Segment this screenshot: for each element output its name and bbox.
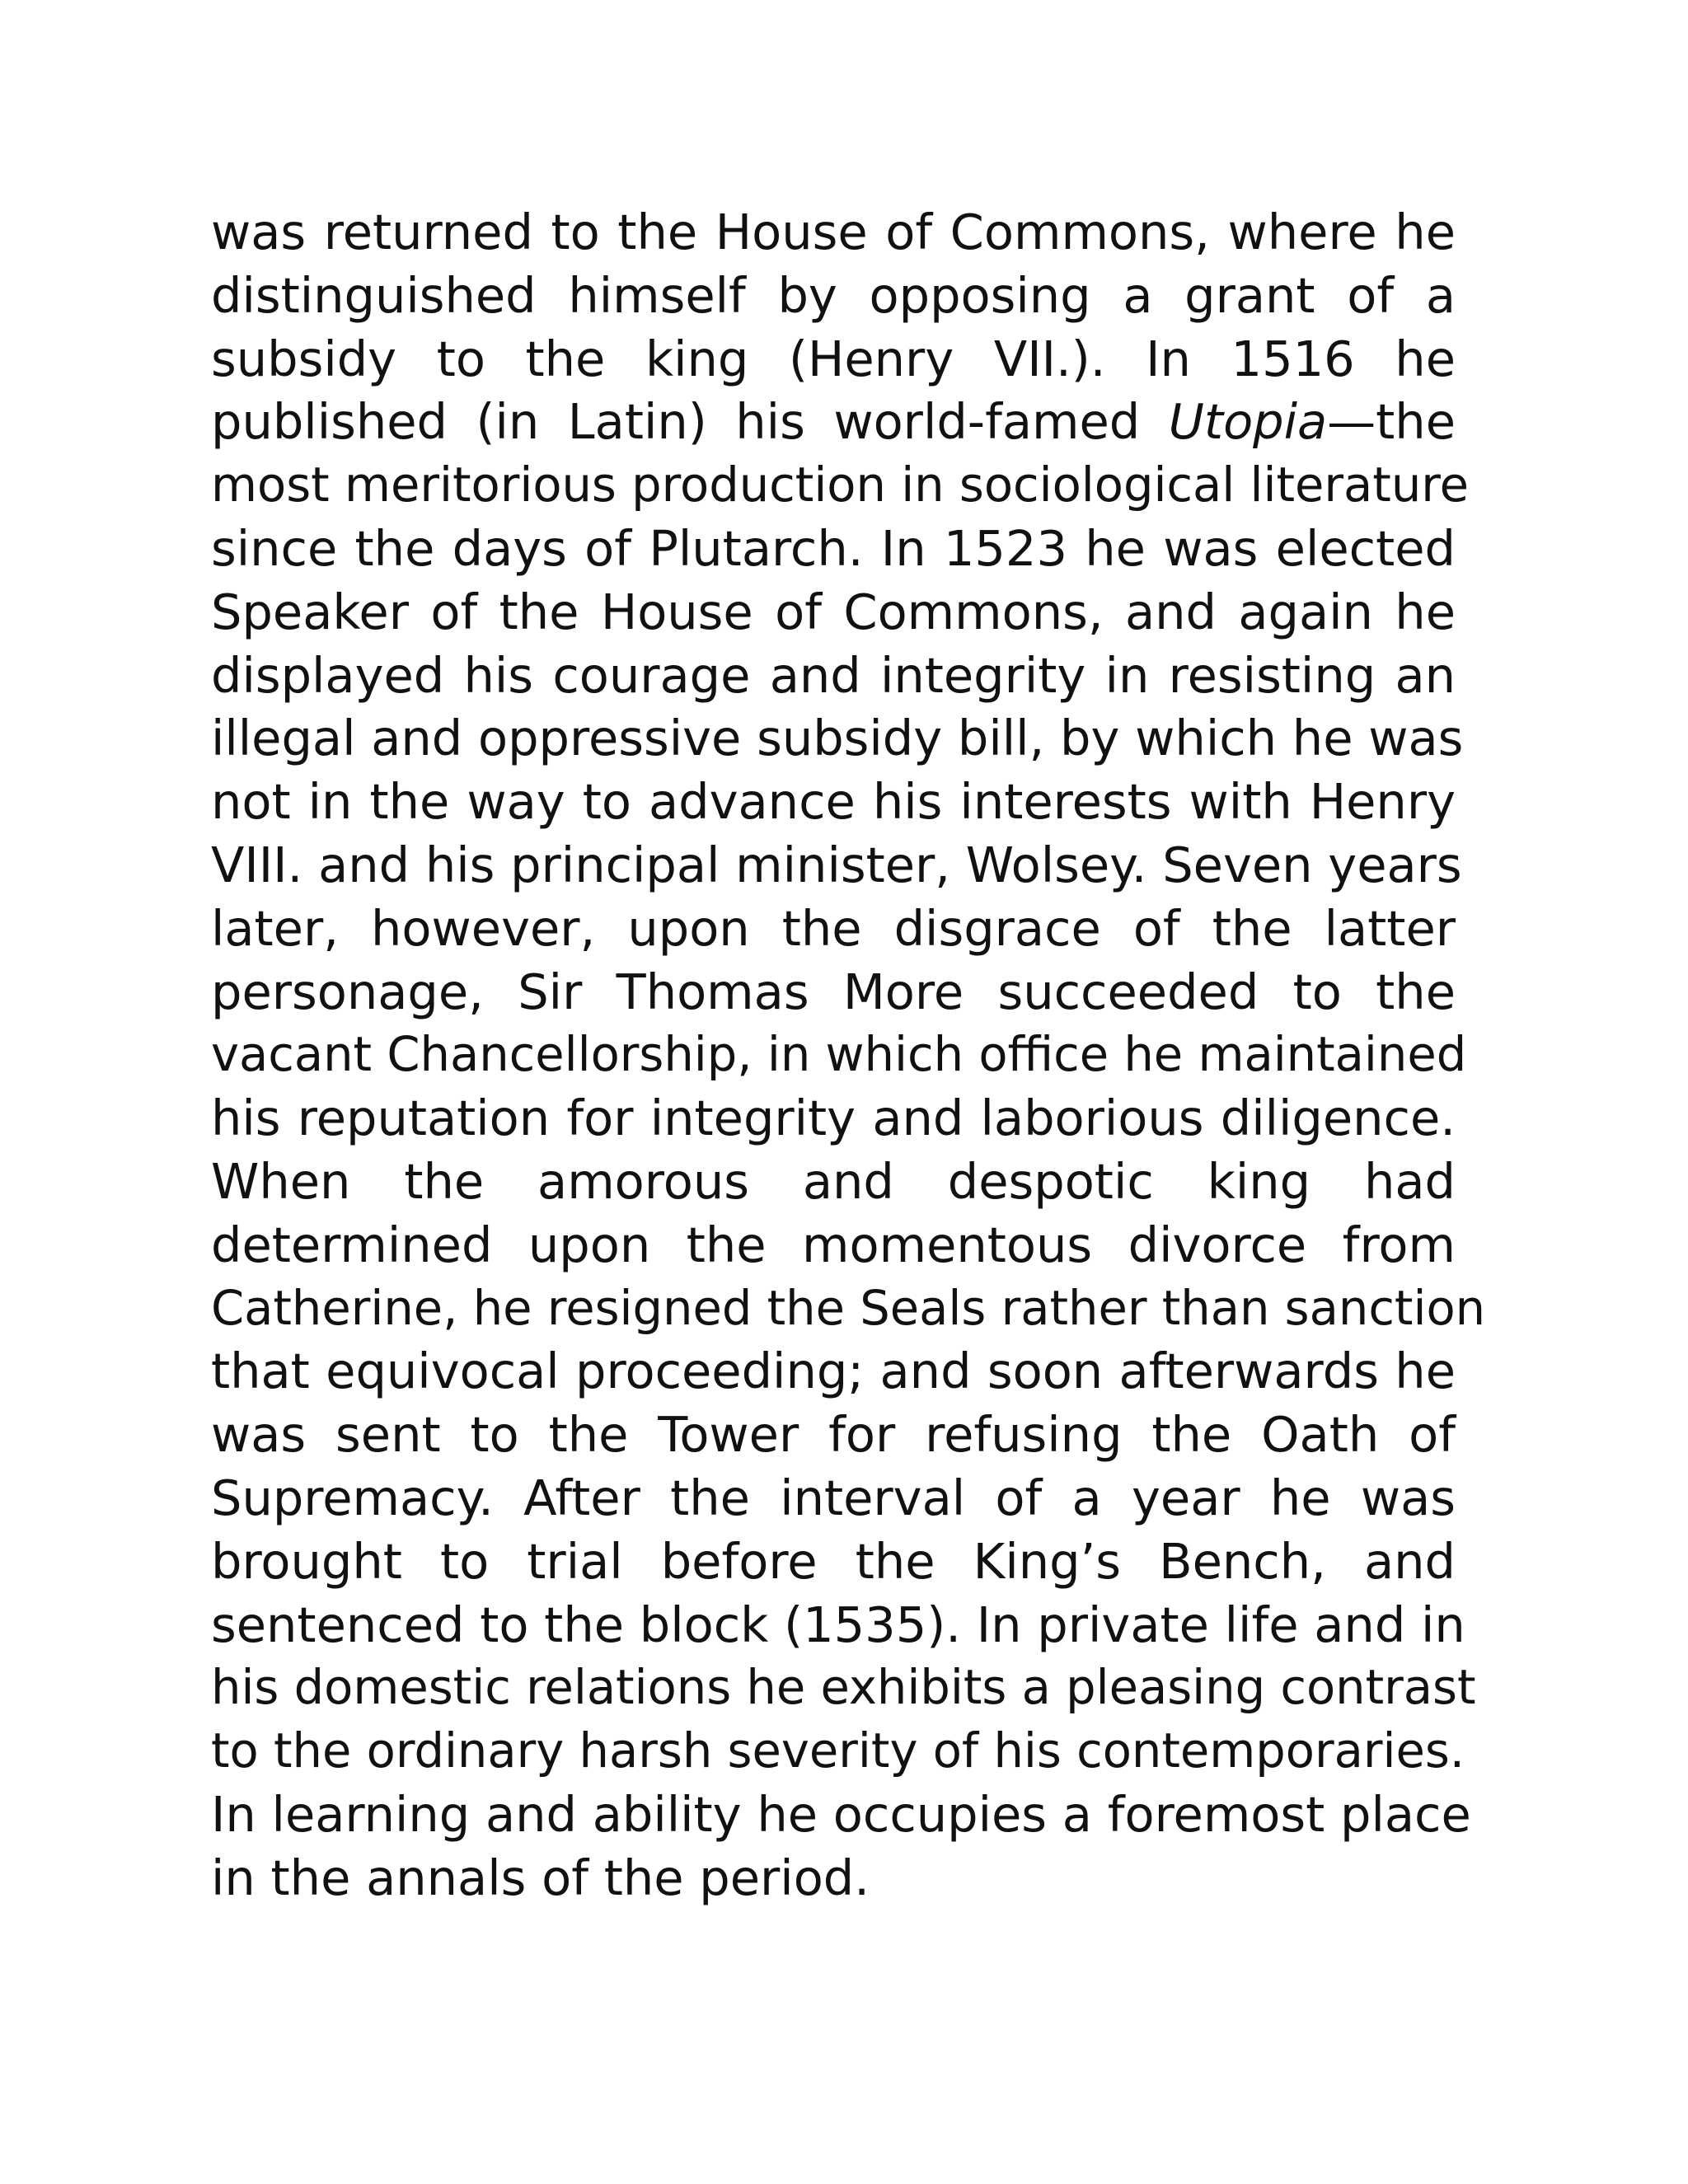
text-line-21: Supremacy. After the interval of a year he was bbox=[211, 1469, 1456, 1526]
text-line-12: later, however, upon the disgrace of the latter bbox=[211, 899, 1456, 957]
text-line-13: personage, Sir Thomas More succeeded to the bbox=[211, 963, 1456, 1020]
text-line-20: was sent to the Tower for refusing the Oath of bbox=[211, 1406, 1456, 1464]
text-line-14: vacant Chancellorship, in which office he maintained bbox=[211, 1027, 1467, 1083]
text-line-4-before: published (in Latin) his world-famed bbox=[211, 393, 1169, 451]
text-line-3: subsidy to the king (Henry VII.). In 1516 he bbox=[211, 330, 1456, 387]
text-line-26: In learning and ability he occupies a foremost place bbox=[211, 1785, 1471, 1843]
text-line-1: was returned to the House of Commons, where he bbox=[211, 204, 1456, 260]
text-line-8: displayed his courage and integrity in resisting an bbox=[211, 646, 1456, 704]
text-line-9: illegal and oppressive subsidy bill, by which he was bbox=[211, 710, 1464, 767]
text-line-24: his domestic relations he exhibits a pleasing contrast bbox=[211, 1660, 1476, 1716]
text-line-27: in the annals of the period. bbox=[211, 1849, 870, 1906]
body-paragraph bbox=[211, 201, 1486, 1910]
text-line-5: most meritorious production in sociological literature bbox=[211, 457, 1470, 513]
text-line-4 bbox=[211, 391, 1456, 454]
text-line-22: brought to trial before the King’s Bench, and bbox=[211, 1532, 1456, 1590]
utopia-title: Utopia bbox=[1168, 393, 1328, 451]
text-line-17: determined upon the momentous divorce from bbox=[211, 1216, 1456, 1273]
text-line-10: not in the way to advance his interests with Henry bbox=[211, 773, 1456, 831]
text-line-6: since the days of Plutarch. In 1523 he was elected bbox=[211, 519, 1456, 577]
text-line-18: Catherine, he resigned the Seals rather than sanction bbox=[211, 1280, 1486, 1336]
text-line-7: Speaker of the House of Commons, and again he bbox=[211, 583, 1456, 640]
text-line-23: sentenced to the block (1535). In private life and in bbox=[211, 1596, 1465, 1653]
text-line-4-after: —the bbox=[1327, 393, 1456, 451]
text-line-15: his reputation for integrity and laborious diligence. bbox=[211, 1090, 1456, 1147]
text-line-2: distinguished himself by opposing a grant of a bbox=[211, 266, 1456, 324]
text-line-11: VIII. and his principal minister, Wolsey. Seven years bbox=[211, 836, 1462, 893]
text-line-16: When the amorous and despotic king had bbox=[211, 1152, 1456, 1210]
text-line-19: that equivocal proceeding; and soon afterwards he bbox=[211, 1343, 1456, 1400]
text-line-25: to the ordinary harsh severity of his contemporaries. bbox=[211, 1723, 1465, 1779]
